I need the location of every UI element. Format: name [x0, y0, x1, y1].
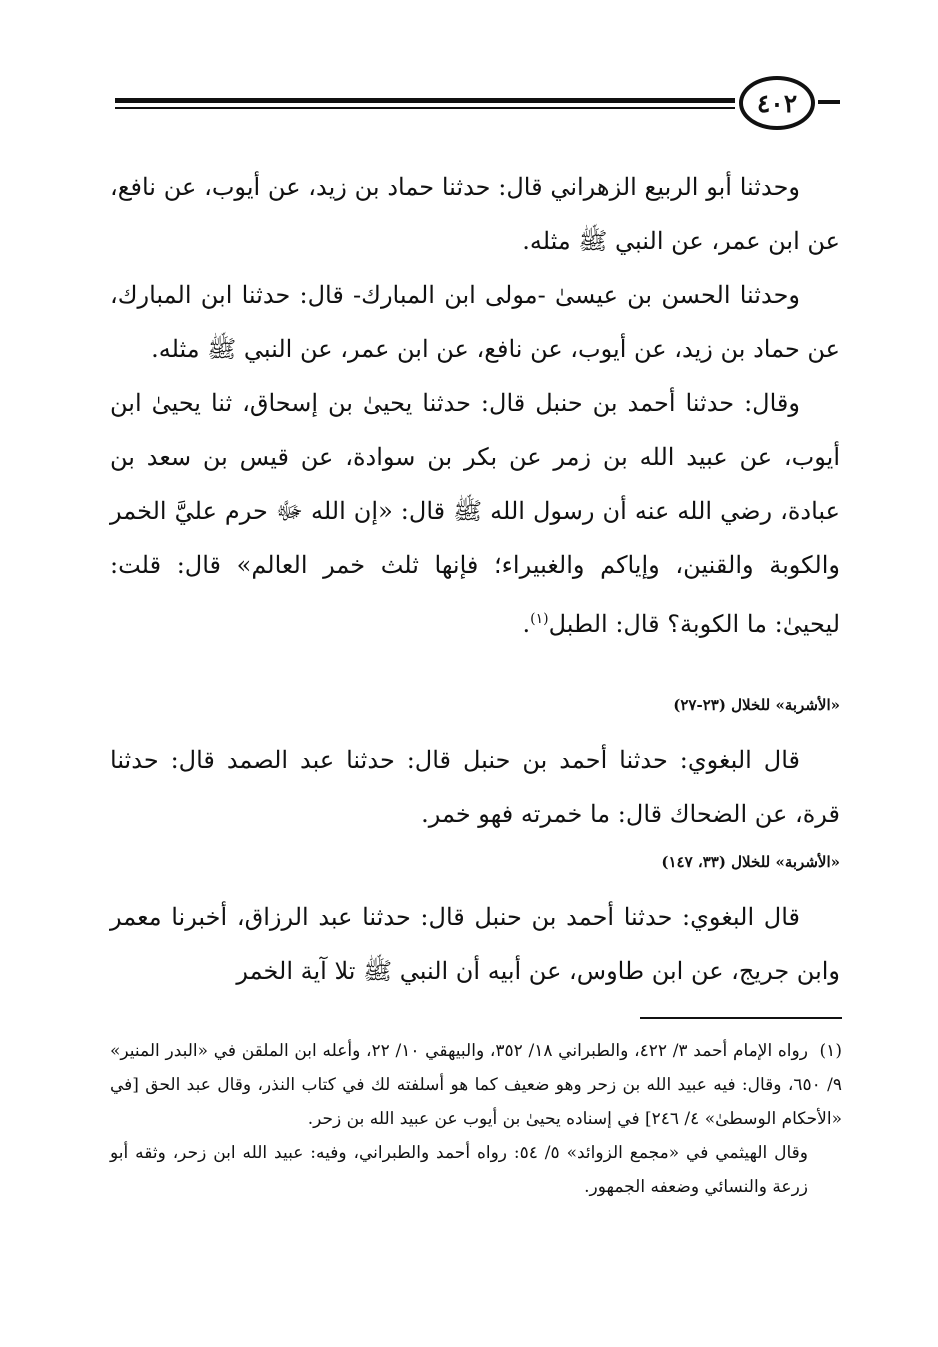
- paragraph-3-text: وقال: حدثنا أحمد بن حنبل قال: حدثنا يحيىٰ بن إسحاق، ثنا يحيىٰ ابن أيوب، عن عبيد الله بن زمر عن بكر بن سوادة، عن قيس بن سعد بن عبادة، رضي الله عنه أن رسول الله ﷺ قال: «إن الله ﷻ حرم عليَّ الخمر والكوبة والقنين، وإياكم والغبيراء؛ فإنها ثلث خمر العالم» قال: قلت: ليحيىٰ: ما الكوبة؟ قال: الطبل: [110, 389, 840, 638]
- footnote-separator: [640, 1017, 842, 1019]
- page-number: ٤٠٢: [739, 76, 815, 130]
- paragraph-4: قال البغوي: حدثنا أحمد بن حنبل قال: حدثنا عبد الصمد قال: حدثنا قرة، عن الضحاك قال: ما خمرته فهو خمر.: [110, 746, 840, 828]
- footnote-1-continued: وقال الهيثمي في «مجمع الزوائد» ٥/ ٥٤: رواه أحمد والطبراني، وفيه: عبيد الله ابن زحر، وثقه أبو زرعة والنسائي وضعفه الجمهور.: [110, 1143, 808, 1197]
- paragraph-2: وحدثنا الحسن بن عيسىٰ -مولى ابن المبارك- قال: حدثنا ابن المبارك، عن حماد بن زيد، عن أيوب، عن نافع، عن ابن عمر، عن النبي ﷺ مثله.: [110, 281, 840, 363]
- footnote-ref: (١): [530, 611, 549, 627]
- header-rule-end: [818, 100, 840, 104]
- paragraph-3-period: .: [522, 610, 531, 638]
- footnote-1-text: رواه الإمام أحمد ٣/ ٤٢٢، والطبراني ١٨/ ٣٥٢، والبيهقي ١٠/ ٢٢، وأعله ابن الملقن في «البدر المنير» ٩/ ٦٥٠، وقال: فيه عبيد الله بن زحر وهو ضعيف كما هو أسلفته لك في كتاب النذر، وقال عبد الحق [في «الأحكام الوسطىٰ» ٤/ ٢٤٦] في إسناده يحيىٰ بن أيوب عن عبيد الله بن زحر.: [110, 1041, 842, 1129]
- source-citation-2-wrap: [110, 850, 840, 874]
- source-citation-1: «الأشربة» للخلال (٢٣-٢٧): [673, 696, 840, 714]
- header-rule: [115, 98, 735, 103]
- footnotes: [110, 1034, 842, 1204]
- footnote-number: (١): [819, 1041, 842, 1061]
- paragraph-5: قال البغوي: حدثنا أحمد بن حنبل قال: حدثنا عبد الرزاق، أخبرنا معمر وابن جريج، عن ابن طاوس، عن أبيه أن النبي ﷺ تلا آية الخمر: [110, 903, 840, 985]
- main-text: [110, 160, 840, 651]
- main-text-3: [110, 890, 840, 998]
- page-header: [115, 76, 840, 146]
- source-citation-2: «الأشربة» للخلال (٣٣، ١٤٧): [661, 853, 840, 871]
- paragraph-3: [110, 376, 840, 651]
- source-citation-1-wrap: [110, 693, 840, 717]
- main-text-2: [110, 733, 840, 841]
- paragraph-1: وحدثنا أبو الربيع الزهراني قال: حدثنا حماد بن زيد، عن أيوب، عن نافع، عن ابن عمر، عن النبي ﷺ مثله.: [110, 173, 840, 255]
- header-rule-thin: [115, 107, 735, 109]
- footnote-1: [110, 1034, 842, 1136]
